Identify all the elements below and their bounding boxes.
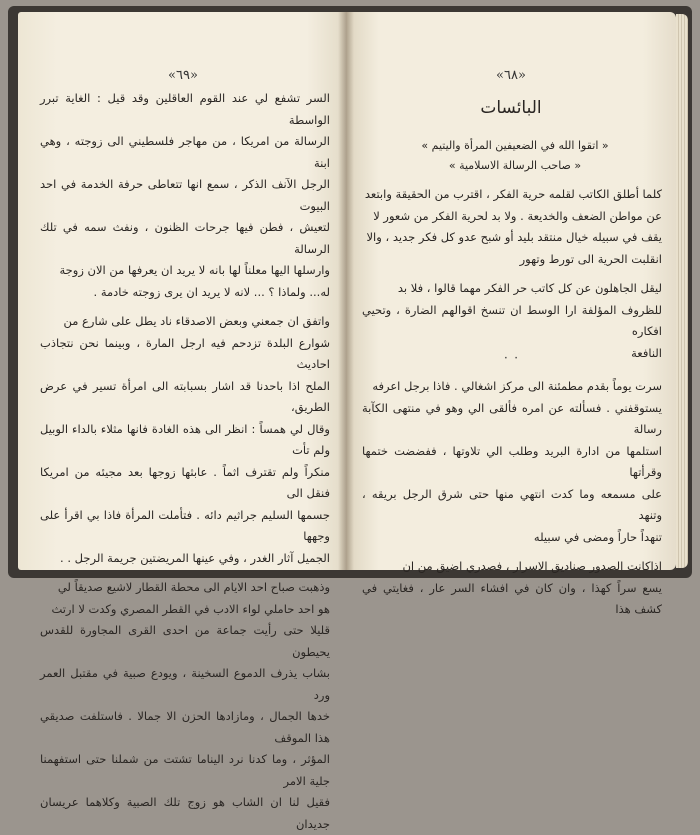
text-line: لتعيش ، فطن فيها جرحات الظنون ، ونفث سمه في تلك الرسالة: [40, 220, 330, 256]
text-line: شوارع البلدة تزدحم فيه ارجل المارة ، وبينما نحن نتجاذب احاديث: [40, 335, 330, 371]
right-page-number: «٦٨»: [496, 68, 526, 83]
text-line: له... ولماذا ؟ ... لانه لا يريد ان يرى زوجته خادمة .: [93, 284, 330, 299]
text-line: انقلبت الحرية الى تورط وتهور: [519, 251, 662, 266]
text-line: يسع سراً كهذا ، وان كان في افشاء السر عار ، فغايتي في كشف هذا: [362, 580, 662, 616]
text-line: ليقل الجاهلون عن كل كاتب حر الفكر مهما قالوا ، فلا بد: [397, 281, 662, 295]
text-line: استلمها من ادارة البريد وطلب الي تلاوتها ، ففضضت ختمها وقرأتها: [362, 443, 662, 479]
text-line: السر تشفع لي عند القوم العاقلين وقد قيل : الغاية تبرر الواسطة: [40, 91, 330, 127]
text-line: بشاب يذرف الدموع السخينة ، ويودع صبية في مقتبل العمر ورد: [40, 666, 330, 702]
text-line: « صاحب الرسالة الاسلامية »: [448, 159, 582, 172]
text-line: المؤثر ، وما كدنا نرد اليناما تشتت من شملنا حتى استفهمنا جلية الامر: [40, 752, 330, 788]
text-line: واتفق ان جمعني وبعض الاصدقاء ناد يطل على شارع من: [63, 314, 330, 328]
text-line: كلما أطلق الكاتب لقلمه حرية الفكر ، اقترب من الحقيقة وابتعد: [364, 187, 662, 201]
text-line: الملح اذا باحدنا قد اشار بسبابته الى امرأة تسير في عرض الطريق،: [40, 378, 330, 414]
text-line: تنهداً حاراً ومضى في سبيله: [533, 529, 662, 544]
text-line: للظروف المؤلفة ارا الوسط ان تنسخ اقوالهم الضارة ، وتحيي افكاره: [362, 302, 662, 338]
text-line: سرت يوماً بقدم مطمئنة الى مركز اشغالي . فاذا برجل اعرفه: [372, 379, 662, 393]
text-line: جسمها السليم جراثيم دائه . فتأملت المرأة فاذا بي اقرأ على وجهها: [40, 507, 330, 543]
text-line: خدها الجمال ، ومازادها الحزن الا جمالا . فاستلفت صديقي هذا الموقف: [40, 709, 330, 745]
text-line: وارسلها اليها معلناً لها بانه لا يريد ان يعرفها من الان زوجة: [59, 263, 330, 277]
text-line: على مسمعه وما كدت انتهي منها حتى شرق الرجل بريقه ، وتنهد: [362, 486, 662, 522]
chapter-title: البائسات: [480, 98, 542, 118]
text-line: عن مواطن الضعف والخديعة . ولا بد لحرية الفكر من شعور لا: [373, 208, 662, 223]
text-line: الرسالة من امريكا ، من مهاجر فلسطيني الى زوجته ، وهي ابنة: [40, 134, 330, 170]
text-line: وقال لي همساً : انظر الى هذه الغادة فانها مثلاء بالداء الوبيل ولم تأت: [40, 421, 330, 457]
left-page-number: «٦٩»: [168, 68, 198, 83]
text-line: النافعة: [631, 345, 662, 360]
text-line: « اتقوا الله في الضعيفين المرأة واليتيم »: [421, 139, 609, 152]
text-line: يستوقفني . فسألته عن امره فألقى الي وهو في منتهى الكآبة رسالة: [362, 400, 662, 436]
text-line: وذهبت صباح احد الايام الى محطة القطار لاشيع صديقاً لي: [57, 580, 330, 594]
page-edge-stack: [676, 14, 688, 568]
text-line: قليلا حتى رأيت جماعة من احدى القرى المجاورة للقدس يحيطون: [40, 623, 330, 659]
epigraph: [380, 136, 650, 176]
section-separator: ٠ ٠: [502, 350, 520, 364]
right-page-body-part1: [362, 184, 662, 364]
text-line: منكراً ولم تقترف اثماً . عابثها زوجها بعد مجيئه من امريكا فنقل الى: [40, 464, 330, 500]
text-line: الرجل الآنف الذكر ، سمع انها تتعاطى حرفة الخدمة في احد البيوت: [40, 177, 330, 213]
text-line: فقيل لنا ان الشاب هو زوج تلك الصبية وكلاهما عريسان جديدان: [40, 795, 330, 831]
text-line: يقف في سبيله خيال منتقد بليد أو شبح عدو كل فكر جديد ، والا: [366, 230, 662, 244]
text-line: اذاكانت الصدور صناديق الاسرار ، فصدري اضيق من ان: [402, 559, 662, 573]
left-page-body: [40, 88, 330, 835]
text-line: هو احد حاملي لواء الادب في القطر المصري وكدت لا ارتث: [51, 601, 330, 616]
book-gutter: [338, 12, 354, 570]
text-line: الجميل آثار الغدر ، وفي عينها المريضتين جريمة الرجل . .: [60, 550, 330, 565]
